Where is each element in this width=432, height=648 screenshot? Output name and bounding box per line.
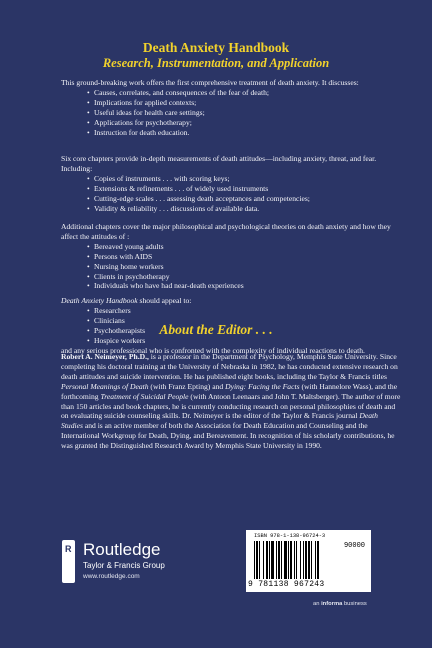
isbn-text: ISBN 978-1-138-96724-3 (254, 533, 326, 539)
list-item: • Validity & reliability . . . discussions of available data. (94, 204, 401, 214)
chapters-section (61, 154, 401, 213)
price-code: 90000 (343, 542, 365, 550)
additional-text: Additional chapters cover the major philosophical and psychological theories on death anxiety and how they affect the attitudes of : (61, 222, 391, 241)
publisher-logo (62, 540, 202, 590)
additional-list (61, 242, 401, 292)
routledge-mark-icon: R (62, 540, 75, 583)
bio-text: (with Hannelore Wass), and the forthcoming (61, 381, 398, 401)
intro-list (61, 88, 401, 138)
list-item: • Nursing home workers (94, 262, 401, 272)
list-item: • Cutting-edge scales . . . assessing death acceptances and competencies; (94, 194, 401, 204)
additional-section (61, 222, 401, 291)
list-item: • Individuals who have had near-death experiences (94, 281, 401, 291)
list-item: • Persons with AIDS (94, 252, 401, 262)
chapters-text: Six core chapters provide in-depth measurements of death attitudes—including anxiety, threat, and fear. Including: (61, 154, 377, 173)
appeal-book-title: Death Anxiety Handbook (61, 296, 138, 305)
book-subtitle: Research, Instrumentation, and Application (102, 56, 330, 70)
list-item: • Implications for applied contexts; (94, 98, 401, 108)
isbn-barcode (246, 530, 371, 592)
appeal-text (61, 296, 401, 306)
bio-book-title: Treatment of Suicidal People (100, 391, 189, 401)
intro-text: This ground-breaking work offers the first comprehensive treatment of death anxiety. It discusses: (61, 78, 359, 87)
appeal-text-after: should appeal to: (137, 296, 192, 305)
barcode-bars-icon (254, 541, 334, 581)
bio-text: is a professor in the Department of Psychology, Memphis State University. Since completing his doctoral training at the University of Nebraska in 1982, he has conducted extensive research on death attitudes and suicide intervention. He has published eight books, including the Taylor & Francis titles (61, 352, 398, 381)
bio-journal-title: Death Studies (61, 411, 378, 431)
editor-bio (61, 352, 401, 451)
list-item: • Psychotherapists (94, 326, 401, 336)
appeal-closing: and any serious professional who is confronted with the complexity of individual reactions to death. (61, 345, 365, 355)
bio-book-title: Dying: Facing the Facts (225, 381, 300, 391)
about-editor-heading: About the Editor . . . (159, 322, 273, 337)
list-item: • Causes, correlates, and consequences of the fear of death; (94, 88, 401, 98)
list-item: • Applications for psychotherapy; (94, 118, 401, 128)
intro-section (61, 78, 401, 137)
publisher-group: Taylor & Francis Group (83, 561, 165, 570)
publisher-url: www.routledge.com (83, 573, 140, 580)
informa-business: an informa business (313, 601, 367, 607)
bio-text: (with Antoon Leenaars and John T. Maltsberger). The author of more than 150 articles and book chapters, he is currently conducting research on personal philosophies of death and on evaluating suicide counseling skills. Dr. Neimeyer is the editor of the Taylor & Francis journal (61, 391, 401, 421)
book-title: Death Anxiety Handbook (142, 40, 290, 55)
bio-text: and is an active member of both the Association for Death Education and Counseling and the International Workgroup for Death, Dying, and Bereavement. In recognition of his scholarly contributions, he was granted the Distinguished Research Award by Memphis State University in 1990. (61, 421, 395, 451)
bio-text: (with Franz Epting) and (148, 381, 226, 391)
chapters-list (61, 174, 401, 214)
ean-number: 9 781138 967243 (248, 580, 325, 589)
list-item: • Hospice workers (94, 336, 401, 346)
list-item: • Instruction for death education. (94, 128, 401, 138)
editor-name: Robert A. Neimeyer, Ph.D., (61, 352, 149, 361)
list-item: • Copies of instruments . . . with scoring keys; (94, 174, 401, 184)
list-item: • Useful ideas for health care settings; (94, 108, 401, 118)
list-item: • Bereaved young adults (94, 242, 401, 252)
bio-book-title: Personal Meanings of Death (61, 381, 149, 391)
list-item: • Researchers (94, 306, 401, 316)
list-item: • Extensions & refinements . . . of widely used instruments (94, 184, 401, 194)
publisher-name: Routledge (83, 540, 161, 559)
list-item: • Clients in psychotherapy (94, 272, 401, 282)
list-item: • Clinicians (94, 316, 401, 326)
